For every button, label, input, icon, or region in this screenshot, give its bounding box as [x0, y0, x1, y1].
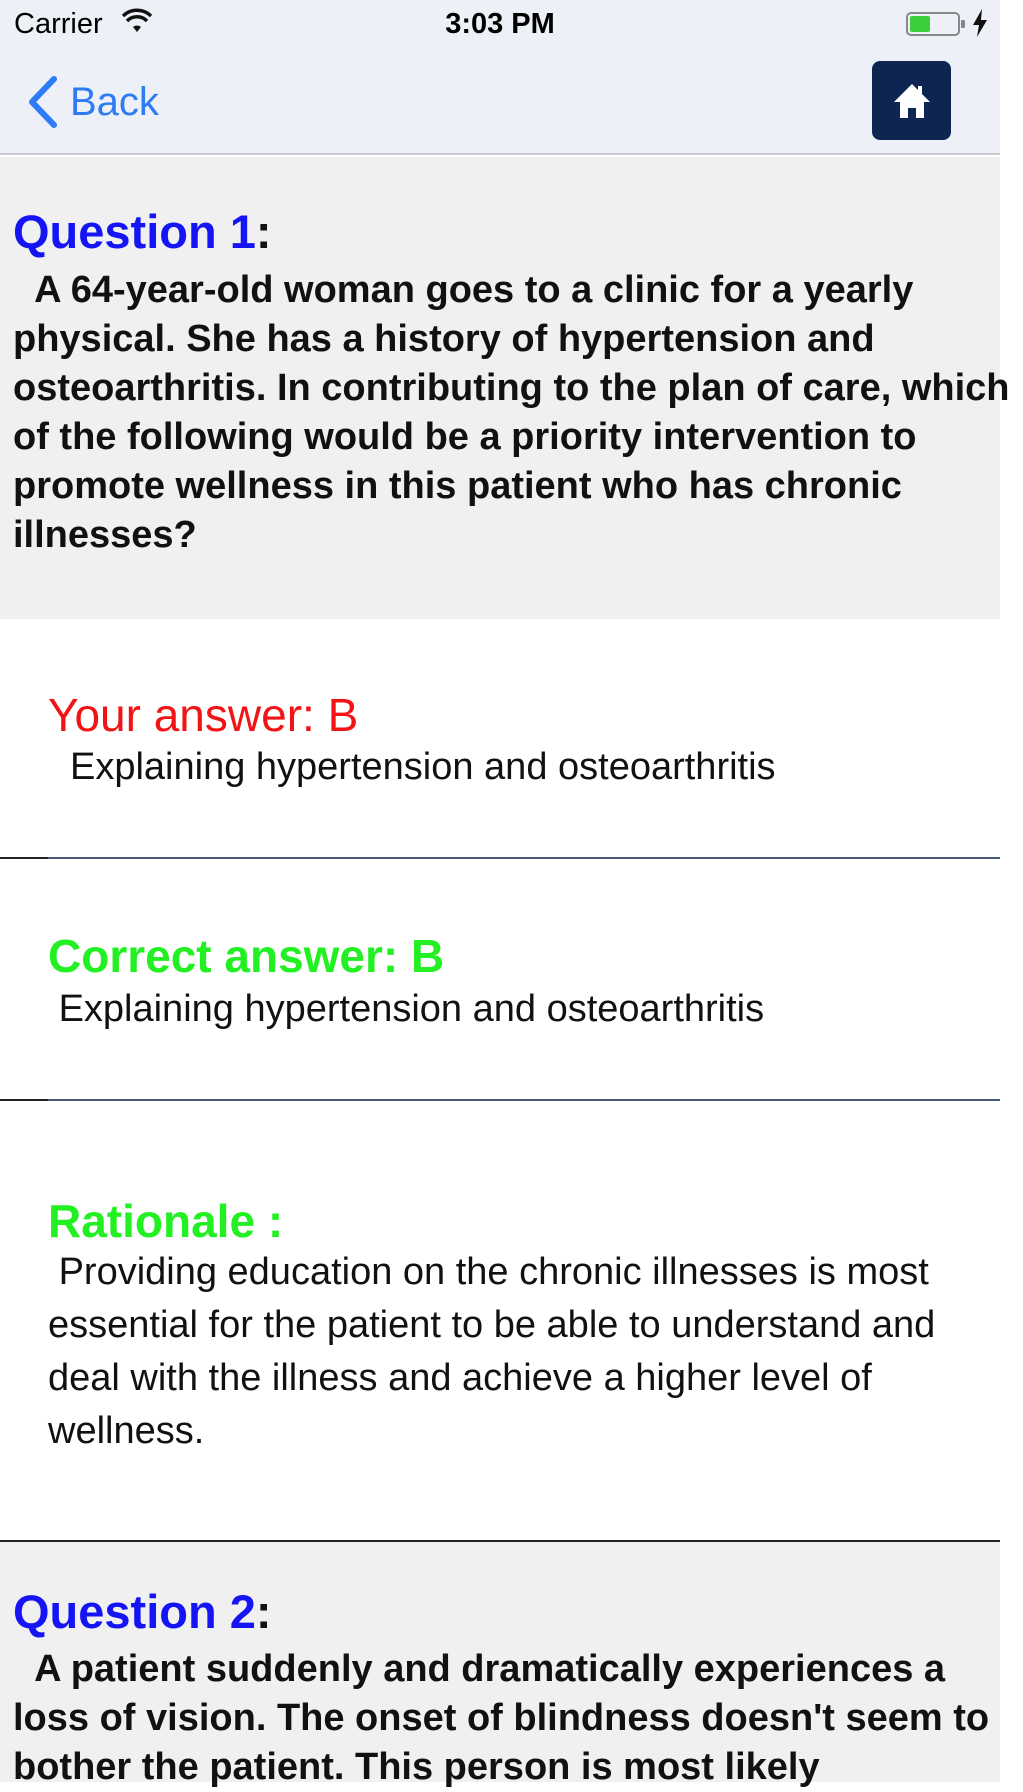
question-1-heading	[13, 204, 272, 259]
question-2-heading	[13, 1584, 272, 1639]
question-1-text: A 64-year-old woman goes to a clinic for a yearly physical. She has a history of hypertension and osteoarthritis. In contributing to the plan of care, which of the following would be a priority intervention to promote wellness in this patient who has chronic illnesses?	[13, 269, 1021, 556]
question-1-colon: :	[255, 205, 272, 258]
top-bar	[0, 0, 1000, 155]
correct-answer-title: Correct answer: B	[48, 930, 445, 982]
correct-answer-row	[0, 859, 1000, 1099]
charging-bolt-icon	[972, 9, 988, 37]
chevron-left-icon	[26, 75, 60, 129]
rationale-title: Rationale :	[48, 1195, 284, 1247]
question-2-colon: :	[255, 1585, 272, 1638]
carrier-label: Carrier	[14, 8, 103, 40]
question-2-block	[0, 1542, 1000, 1788]
status-bar	[0, 0, 1000, 50]
back-label: Back	[70, 79, 159, 124]
your-answer-row	[0, 619, 1000, 857]
your-answer-title: Your answer: B	[48, 689, 359, 741]
status-time: 3:03 PM	[445, 8, 555, 40]
question-2-text: A patient suddenly and dramatically experiences a loss of vision. The onset of blindness doesn't seem to bother the patient. This person is most likely	[13, 1648, 1000, 1788]
home-button[interactable]	[872, 61, 951, 140]
question-2-label: Question 2	[13, 1585, 256, 1638]
back-button[interactable]	[26, 72, 159, 132]
rationale-text: Providing education on the chronic illnesses is most essential for the patient to be able to understand and deal with the illness and achieve a higher level of wellness.	[48, 1251, 946, 1452]
question-1-block	[0, 157, 1021, 619]
battery-icon	[906, 12, 966, 36]
rationale-row	[0, 1101, 1000, 1540]
correct-answer-text: Explaining hypertension and osteoarthritis	[48, 988, 765, 1030]
your-answer-text: Explaining hypertension and osteoarthritis	[70, 746, 776, 788]
home-icon	[892, 82, 932, 120]
question-1-label: Question 1	[13, 205, 256, 258]
